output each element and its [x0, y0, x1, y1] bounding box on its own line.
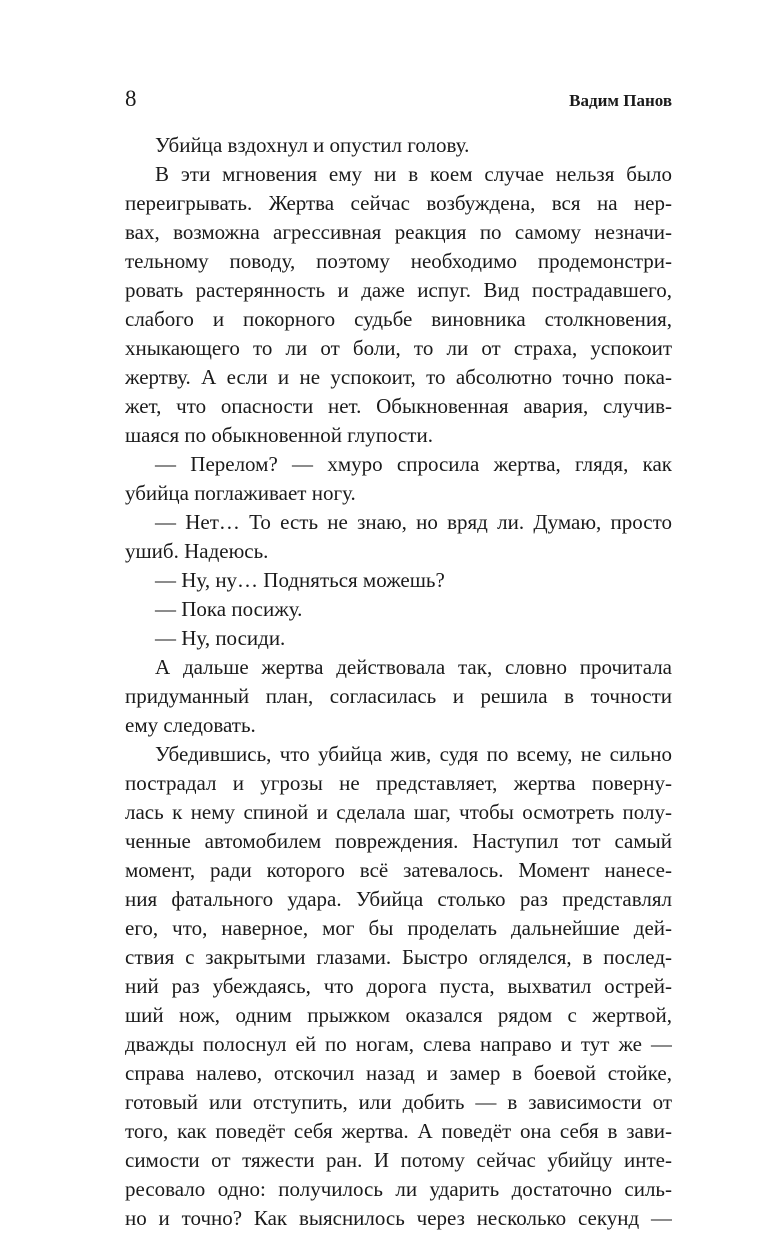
page-number: 8 [125, 86, 137, 111]
text-line: ушиб. Надеюсь. [125, 539, 269, 563]
text-line: Убедившись, что убийца жив, судя по всему, не сильно [155, 742, 672, 766]
text-line: ний раз убеждаясь, что дорога пуста, выхватил острей- [125, 974, 672, 998]
text-line: лась к нему спиной и сделала шаг, чтобы осмотреть полу- [125, 800, 672, 824]
text-line: но и точно? Как выяснилось через несколько секунд — [125, 1206, 672, 1230]
text-line: — Ну, ну… Подняться можешь? [155, 568, 445, 592]
text-line: переигрывать. Жертва сейчас возбуждена, вся на нер- [125, 191, 672, 215]
text-line: готовый или отступить, или добить — в зависимости от [125, 1090, 672, 1114]
text-line: — Пока посижу. [155, 597, 303, 621]
text-line: пострадал и угрозы не представляет, жертва поверну- [125, 771, 672, 795]
text-line: слабого и покорного судьбе виновника столкновения, [125, 307, 672, 331]
text-line: В эти мгновения ему ни в коем случае нельзя было [155, 162, 672, 186]
text-line: ему следовать. [125, 713, 256, 737]
text-line: — Ну, посиди. [155, 626, 286, 650]
text-line: убийца поглаживает ногу. [125, 481, 356, 505]
text-line: ния фатального удара. Убийца столько раз представлял [125, 887, 672, 911]
running-head-author: Вадим Панов [569, 91, 672, 110]
text-line: шаяся по обыкновенной глупости. [125, 423, 433, 447]
text-line: — Нет… То есть не знаю, но вряд ли. Думаю, просто [155, 510, 672, 534]
text-line: ресовало одно: получилось ли ударить достаточно силь- [125, 1177, 672, 1201]
text-line: справа налево, отскочил назад и замер в боевой стойке, [125, 1061, 672, 1085]
text-line: симости от тяжести ран. И потому сейчас убийцу инте- [125, 1148, 672, 1172]
text-line: жертву. А если и не успокоит, то абсолютно точно пока- [125, 365, 672, 389]
text-line: ствия с закрытыми глазами. Быстро огляделся, в послед- [125, 945, 672, 969]
page-header [125, 86, 672, 116]
body-text [125, 131, 672, 1233]
text-line: ченные автомобилем повреждения. Наступил тот самый [125, 829, 672, 853]
text-line: Убийца вздохнул и опустил голову. [155, 133, 470, 157]
text-line: того, как поведёт себя жертва. А поведёт она себя в зави- [125, 1119, 672, 1143]
text-line: А дальше жертва действовала так, словно прочитала [155, 655, 672, 679]
text-line: тельному поводу, поэтому необходимо продемонстри- [125, 249, 672, 273]
text-line: вах, возможна агрессивная реакция по самому незначи- [125, 220, 672, 244]
text-line: его, что, наверное, мог бы проделать дальнейшие дей- [125, 916, 672, 940]
text-line: момент, ради которого всё затевалось. Момент нанесе- [125, 858, 672, 882]
text-line: придуманный план, согласилась и решила в точности [125, 684, 672, 708]
text-line: хныкающего то ли от боли, то ли от страха, успокоит [125, 336, 672, 360]
text-line: жет, что опасности нет. Обыкновенная авария, случив- [125, 394, 672, 418]
text-line: дважды полоснул ей по ногам, слева направо и тут же — [125, 1032, 672, 1056]
text-line: ший нож, одним прыжком оказался рядом с жертвой, [125, 1003, 672, 1027]
text-line: — Перелом? — хмуро спросила жертва, глядя, как [155, 452, 672, 476]
text-line: ровать растерянность и даже испуг. Вид пострадавшего, [125, 278, 672, 302]
